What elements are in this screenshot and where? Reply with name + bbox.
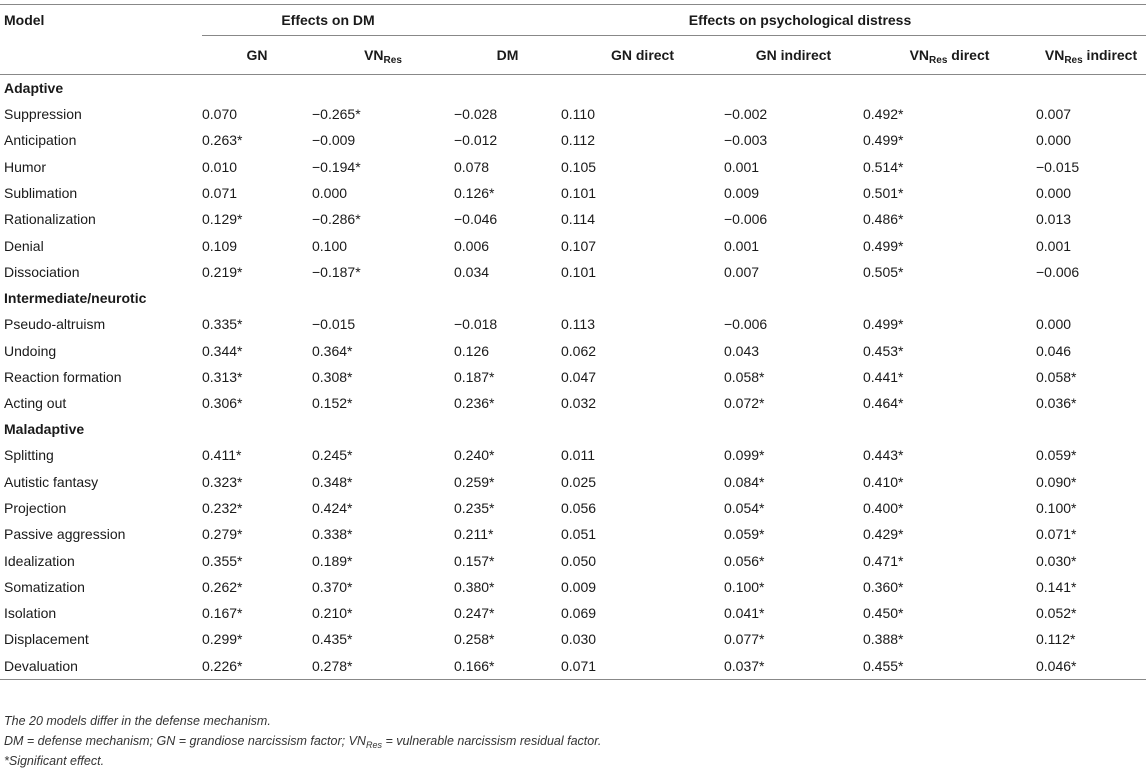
table-cell: 0.010: [202, 158, 238, 175]
table-cell: 0.335*: [202, 316, 243, 333]
table-cell: −0.286*: [312, 211, 361, 228]
row-label: Autistic fantasy: [4, 473, 99, 490]
row-label: Passive aggression: [4, 526, 126, 543]
table-cell: 0.059*: [724, 526, 765, 543]
table-cell: 0.299*: [202, 631, 243, 648]
table-cell: 0.101: [561, 185, 597, 202]
column-header-5: [863, 36, 1036, 75]
table-cell: 0.001: [724, 237, 760, 254]
table-cell: 0.030: [561, 631, 597, 648]
table-cell: 0.058*: [1036, 368, 1077, 385]
table-cell: 0.441*: [863, 368, 904, 385]
note-abbrev-sub: Res: [365, 740, 382, 750]
table-cell: 0.323*: [202, 473, 243, 490]
column-header-sub: Res: [1064, 55, 1083, 66]
table-cell: 0.110: [561, 106, 595, 123]
table-cell: 0.036*: [1036, 395, 1077, 412]
table-cell: 0.107: [561, 237, 597, 254]
note-abbreviations: [4, 731, 1134, 751]
table-cell: 0.047: [561, 368, 597, 385]
row-label: Acting out: [4, 395, 67, 412]
row-label: Reaction formation: [4, 368, 122, 385]
table-cell: 0.052*: [1036, 605, 1077, 622]
column-header-0: [202, 36, 312, 75]
table-cell: 0.000: [1036, 185, 1072, 202]
table-cell: 0.236*: [454, 395, 495, 412]
column-header-tail: indirect: [1082, 47, 1138, 63]
row-label: Anticipation: [4, 132, 77, 149]
table-row: [0, 154, 1146, 180]
table-cell: 0.013: [1036, 211, 1072, 228]
table-row: [0, 600, 1146, 626]
table-cell: 0.505*: [863, 263, 904, 280]
table-cell: 0.486*: [863, 211, 904, 228]
row-label: Sublimation: [4, 185, 78, 202]
column-header-sub: Res: [383, 55, 402, 66]
column-header-main: VN: [909, 47, 930, 63]
table-cell: 0.306*: [202, 395, 243, 412]
table-cell: 0.499*: [863, 316, 904, 333]
table-row: [0, 259, 1146, 285]
table-cell: −0.265*: [312, 106, 361, 123]
table-cell: 0.109: [202, 237, 238, 254]
table-cell: 0.072*: [724, 395, 765, 412]
table-body: [0, 75, 1146, 680]
table-cell: 0.499*: [863, 237, 904, 254]
table-cell: 0.056*: [724, 552, 765, 569]
table-row: [0, 180, 1146, 206]
table-cell: 0.424*: [312, 500, 353, 516]
section-row: [0, 75, 1146, 102]
table-cell: 0.364*: [312, 342, 353, 359]
row-label: Somatization: [4, 578, 85, 595]
row-label: Splitting: [4, 447, 54, 464]
table-cell: 0.471*: [863, 552, 904, 569]
table-row: [0, 521, 1146, 547]
table-row: [0, 206, 1146, 232]
table-cell: 0.152*: [312, 395, 353, 412]
table-cell: −0.006: [1036, 263, 1080, 280]
table-cell: 0.046: [1036, 342, 1072, 359]
table-cell: 0.453*: [863, 342, 904, 359]
table-cell: 0.167*: [202, 605, 243, 622]
row-label: Isolation: [4, 605, 57, 622]
table-cell: 0.443*: [863, 447, 904, 464]
section-row: [0, 416, 1146, 442]
group-header-dm: [202, 5, 454, 36]
table-cell: 0.077*: [724, 631, 765, 648]
table-cell: 0.211*: [454, 526, 494, 543]
table-row: [0, 337, 1146, 363]
table-cell: −0.006: [724, 316, 768, 333]
table-row: [0, 547, 1146, 573]
table-cell: 0.071*: [1036, 526, 1077, 543]
table-cell: 0.499*: [863, 132, 904, 149]
table-cell: 0.046*: [1036, 657, 1077, 674]
table-cell: 0.166*: [454, 657, 495, 674]
table-cell: 0.348*: [312, 473, 353, 490]
table-cell: 0.090*: [1036, 473, 1077, 490]
table-cell: 0.278*: [312, 657, 353, 674]
table-cell: −0.187*: [312, 263, 361, 280]
table-cell: 0.279*: [202, 526, 243, 543]
table-cell: 0.112*: [1036, 631, 1076, 648]
row-label: Devaluation: [4, 657, 78, 674]
row-label: Suppression: [4, 106, 82, 123]
column-header-4: [724, 36, 863, 75]
table-cell: 0.262*: [202, 578, 243, 595]
column-header-3: [561, 36, 724, 75]
table-cell: 0.514*: [863, 158, 904, 175]
table-row: [0, 574, 1146, 600]
note-models: The 20 models differ in the defense mechanism.: [4, 714, 271, 728]
column-header-main: GN direct: [610, 47, 674, 63]
table-cell: 0.240*: [454, 447, 495, 464]
table-row: [0, 232, 1146, 258]
group-header-distress-label: Effects on psychological distress: [688, 12, 912, 28]
table-cell: −0.046: [454, 211, 498, 228]
section-row: [0, 285, 1146, 311]
table-cell: −0.006: [724, 211, 768, 228]
table-cell: 0.100*: [1036, 500, 1077, 516]
table-cell: 0.226*: [202, 657, 243, 674]
table-cell: 0.360*: [863, 578, 904, 595]
table-cell: 0.219*: [202, 263, 243, 280]
table-cell: 0.492*: [863, 106, 904, 123]
table-cell: 0.501*: [863, 185, 904, 202]
table-cell: 0.263*: [202, 132, 243, 149]
table-cell: 0.034: [454, 263, 490, 280]
table-cell: 0.007: [724, 263, 760, 280]
group-header-distress: [454, 5, 1146, 36]
table-cell: 0.129*: [202, 211, 243, 228]
table-cell: 0.380*: [454, 578, 495, 595]
table-cell: 0.032: [561, 395, 597, 412]
table-cell: 0.001: [724, 158, 760, 175]
table-cell: 0.009: [561, 578, 597, 595]
column-header-main: VN: [1044, 47, 1065, 63]
table-cell: 0.105: [561, 158, 597, 175]
table-notes: [4, 711, 1134, 771]
table-cell: 0.058*: [724, 368, 765, 385]
column-header-tail: direct: [947, 47, 990, 63]
table-cell: −0.012: [454, 132, 498, 149]
table-cell: 0.071: [561, 657, 597, 674]
table-cell: 0.344*: [202, 342, 243, 359]
table-cell: 0.059*: [1036, 447, 1077, 464]
table-cell: 0.455*: [863, 657, 904, 674]
row-label: Idealization: [4, 552, 75, 569]
subheader-row: [0, 36, 1146, 75]
table-cell: 0.007: [1036, 106, 1072, 123]
column-header-2: [454, 36, 561, 75]
table-cell: 0.009: [724, 185, 760, 202]
table-row: [0, 101, 1146, 127]
column-header-main: VN: [364, 47, 384, 63]
table-cell: 0.187*: [454, 368, 495, 385]
table-cell: 0.258*: [454, 631, 495, 648]
table-cell: 0.450*: [863, 605, 904, 622]
table-cell: 0.025: [561, 473, 597, 490]
column-header-6: [1036, 36, 1146, 75]
row-label: Pseudo-altruism: [4, 316, 106, 333]
table-row: [0, 390, 1146, 416]
table-cell: 0.126: [454, 342, 490, 359]
table-cell: 0.078: [454, 158, 490, 175]
note-significance: *Significant effect.: [4, 754, 105, 768]
table-cell: 0.062: [561, 342, 597, 359]
table-cell: 0.041*: [724, 605, 765, 622]
table-cell: 0.101: [561, 263, 597, 280]
row-label: Projection: [4, 500, 67, 516]
table-cell: 0.071: [202, 185, 238, 202]
table-cell: 0.043: [724, 342, 760, 359]
table-cell: 0.141*: [1036, 578, 1077, 595]
table-cell: 0.388*: [863, 631, 904, 648]
row-label: Denial: [4, 237, 44, 254]
row-label: Undoing: [4, 342, 57, 359]
table-cell: 0.006: [454, 237, 490, 254]
table-cell: 0.054*: [724, 500, 765, 516]
table-row: [0, 469, 1146, 495]
table-cell: 0.247*: [454, 605, 495, 622]
row-label: Dissociation: [4, 263, 80, 280]
table-cell: −0.015: [1036, 158, 1080, 175]
note-abbrev-text: DM = defense mechanism; GN = grandiose narcissism factor; VN: [4, 734, 366, 748]
table-cell: −0.015: [312, 316, 356, 333]
table-cell: 0.011: [561, 447, 595, 464]
table-cell: 0.370*: [312, 578, 353, 595]
table-cell: 0.001: [1036, 237, 1072, 254]
note-abbrev-tail: = vulnerable narcissism residual factor.: [381, 734, 602, 748]
table-cell: 0.308*: [312, 368, 353, 385]
table-cell: −0.009: [312, 132, 356, 149]
column-header-main: GN: [246, 47, 268, 63]
table-cell: −0.194*: [312, 158, 361, 175]
section-title: Maladaptive: [4, 421, 85, 438]
table-cell: 0.189*: [312, 552, 353, 569]
table-cell: 0.400*: [863, 500, 904, 516]
table-cell: 0.100*: [724, 578, 765, 595]
table-cell: 0.037*: [724, 657, 765, 674]
table-cell: 0.070: [202, 106, 238, 123]
column-header-1: [312, 36, 454, 75]
table-cell: 0.000: [1036, 316, 1072, 333]
table-cell: 0.464*: [863, 395, 904, 412]
table-row: [0, 127, 1146, 153]
table-row: [0, 364, 1146, 390]
table-row: [0, 626, 1146, 652]
table-cell: 0.126*: [454, 185, 495, 202]
table-cell: 0.232*: [202, 500, 243, 516]
table-cell: 0.050: [561, 552, 597, 569]
row-label: Humor: [4, 158, 47, 175]
table-cell: 0.429*: [863, 526, 904, 543]
table-cell: 0.435*: [312, 631, 353, 648]
results-table: [0, 4, 1146, 680]
column-header-model: Model: [4, 12, 45, 29]
table-cell: 0.411*: [202, 447, 242, 464]
column-header-main: GN indirect: [755, 47, 832, 63]
row-label: Displacement: [4, 631, 89, 648]
table-cell: 0.157*: [454, 552, 495, 569]
table-cell: 0.069: [561, 605, 597, 622]
row-label: Rationalization: [4, 211, 96, 228]
table-row: [0, 653, 1146, 680]
table-cell: 0.313*: [202, 368, 243, 385]
table-cell: 0.235*: [454, 500, 495, 516]
section-title: Intermediate/neurotic: [4, 290, 147, 307]
table-row: [0, 311, 1146, 337]
table-cell: 0.259*: [454, 473, 495, 490]
table-cell: 0.410*: [863, 473, 904, 490]
table-cell: 0.051: [561, 526, 597, 543]
section-title: Adaptive: [4, 80, 64, 96]
table-cell: −0.003: [724, 132, 768, 149]
table-cell: 0.030*: [1036, 552, 1077, 569]
table-cell: 0.338*: [312, 526, 353, 543]
group-header-dm-label: Effects on DM: [281, 12, 375, 28]
table-cell: 0.210*: [312, 605, 353, 622]
table-cell: 0.114: [561, 211, 595, 228]
table-cell: −0.028: [454, 106, 498, 123]
table-cell: −0.002: [724, 106, 768, 123]
table-row: [0, 495, 1146, 521]
table-row: [0, 442, 1146, 468]
table-cell: −0.018: [454, 316, 498, 333]
table-cell: 0.112: [561, 132, 595, 149]
column-header-sub: Res: [929, 55, 948, 66]
table-cell: 0.113: [561, 316, 595, 333]
table-cell: 0.355*: [202, 552, 243, 569]
column-header-main: DM: [496, 47, 519, 63]
table-cell: 0.000: [1036, 132, 1072, 149]
table-cell: 0.100: [312, 237, 348, 254]
table-cell: 0.084*: [724, 473, 765, 490]
table-cell: 0.056: [561, 500, 597, 516]
table-cell: 0.000: [312, 185, 348, 202]
table-cell: 0.245*: [312, 447, 353, 464]
table-cell: 0.099*: [724, 447, 765, 464]
